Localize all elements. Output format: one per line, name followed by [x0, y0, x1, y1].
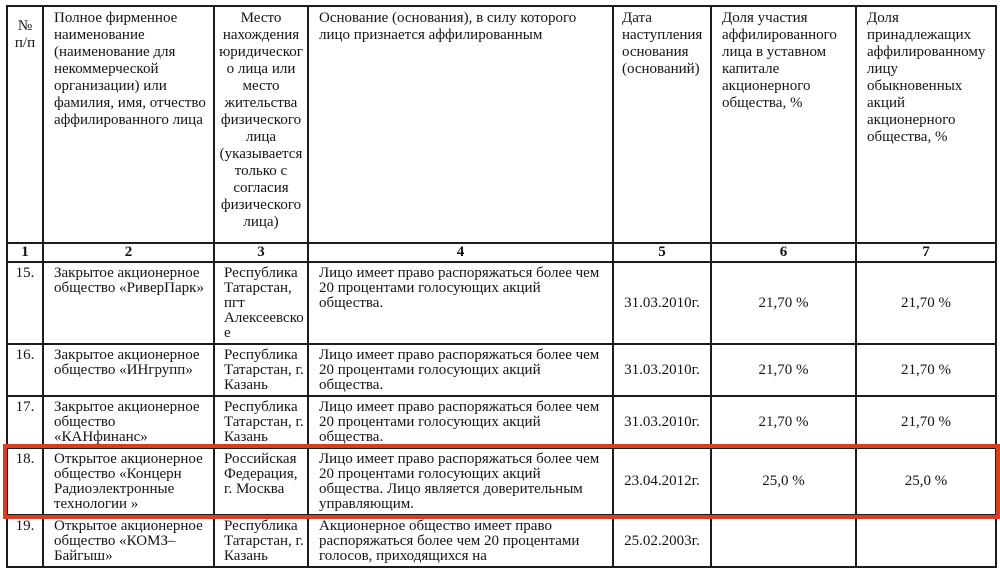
- share-capital-cell: 21,70 %: [711, 344, 856, 396]
- table-row-19: [7, 515, 996, 567]
- date-cell: 31.03.2010г.: [613, 344, 711, 396]
- share-capital-cell: [711, 515, 856, 567]
- table-header-row: [7, 6, 996, 243]
- basis-cell: Лицо имеет право распоряжаться более чем 20 процентами голосующих акций общества.: [308, 396, 613, 448]
- table-row-18: [7, 448, 996, 515]
- header-col-share-capital: Доля участия аффилированного лица в уставном капитале акционерного общества, %: [711, 6, 856, 243]
- common-shares-cell: [856, 515, 996, 567]
- location-cell: Российская Федерация, г. Москва: [214, 448, 308, 515]
- basis-cell: Лицо имеет право распоряжаться более чем 20 процентами голосующих акций общества. Лицо является доверительным управляющим.: [308, 448, 613, 515]
- location-cell: Республика Татарстан, г. Казань: [214, 515, 308, 567]
- header-col-location: Место нахождения юридического лица или место жительства физического лица (указывается только с согласия физического лица): [214, 6, 308, 243]
- header-col-basis: Основание (основания), в силу которого лицо признается аффилированным: [308, 6, 613, 243]
- row-number-cell: 19.: [7, 515, 43, 567]
- share-capital-cell: 25,0 %: [711, 448, 856, 515]
- location-cell: Республика Татарстан, г. Казань: [214, 396, 308, 448]
- column-number: 1: [7, 243, 43, 262]
- date-cell: 31.03.2010г.: [613, 396, 711, 448]
- common-shares-cell: 21,70 %: [856, 396, 996, 448]
- table-row-17: [7, 396, 996, 448]
- company-name-cell: Открытое акционерное общество «КОМЗ–Байгыш»: [43, 515, 214, 567]
- row-number-cell: 17.: [7, 396, 43, 448]
- company-name-cell: Открытое акционерное общество «Концерн Радиоэлектронные технологии »: [43, 448, 214, 515]
- row-number-cell: 16.: [7, 344, 43, 396]
- column-number: 6: [711, 243, 856, 262]
- date-cell: 31.03.2010г.: [613, 262, 711, 344]
- common-shares-cell: 21,70 %: [856, 262, 996, 344]
- table-row-15: [7, 262, 996, 344]
- company-name-cell: Закрытое акционерное общество «КАНфинанс»: [43, 396, 214, 448]
- column-number: 2: [43, 243, 214, 262]
- location-cell: Республика Татарстан, г. Казань: [214, 344, 308, 396]
- basis-cell: Лицо имеет право распоряжаться более чем 20 процентами голосующих акций общества.: [308, 344, 613, 396]
- header-col-name: Полное фирменное наименование (наименование для некоммерческой организации) или фамилия, имя, отчество аффилированного лица: [43, 6, 214, 243]
- row-number-cell: 18.: [7, 448, 43, 515]
- column-number: 4: [308, 243, 613, 262]
- column-number: 5: [613, 243, 711, 262]
- share-capital-cell: 21,70 %: [711, 262, 856, 344]
- common-shares-cell: 21,70 %: [856, 344, 996, 396]
- date-cell: 23.04.2012г.: [613, 448, 711, 515]
- column-numbers-row: [7, 243, 996, 262]
- company-name-cell: Закрытое акционерное общество «РиверПарк»: [43, 262, 214, 344]
- header-col-share-common: Доля принадлежащих аффилированному лицу обыкновенных акций акционерного общества, %: [856, 6, 996, 243]
- table-row-16: [7, 344, 996, 396]
- location-cell: Республика Татарстан, пгт Алексеевское: [214, 262, 308, 344]
- share-capital-cell: 21,70 %: [711, 396, 856, 448]
- header-col-date: Дата наступления основания (оснований): [613, 6, 711, 243]
- basis-cell: Лицо имеет право распоряжаться более чем 20 процентами голосующих акций общества.: [308, 262, 613, 344]
- company-name-cell: Закрытое акционерное общество «ИНгрупп»: [43, 344, 214, 396]
- column-number: 3: [214, 243, 308, 262]
- affiliated-persons-table: [6, 5, 997, 568]
- header-col-serial: № п/п: [7, 6, 43, 243]
- date-cell: 25.02.2003г.: [613, 515, 711, 567]
- common-shares-cell: 25,0 %: [856, 448, 996, 515]
- basis-cell: Акционерное общество имеет право распоряжаться более чем 20 процентами голосов, приходящихся на: [308, 515, 613, 567]
- column-number: 7: [856, 243, 996, 262]
- row-number-cell: 15.: [7, 262, 43, 344]
